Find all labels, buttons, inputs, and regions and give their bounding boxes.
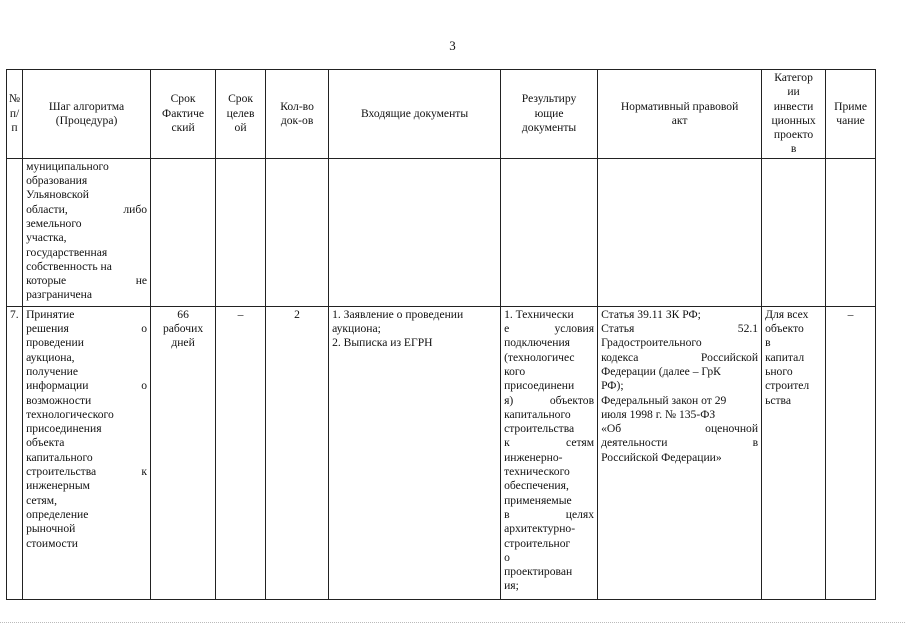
table-row (7, 158, 876, 306)
cell-line: Федерации (далее – ГрК (601, 364, 721, 378)
cell-line: Федеральный закон от 29 (601, 393, 727, 407)
cell-line: рыночной (26, 522, 76, 536)
row2-target-term: – (216, 306, 266, 599)
cell-line: стоимости (26, 536, 78, 550)
row1-legal-act (598, 158, 762, 306)
row1-target-term (216, 158, 266, 306)
cell-line: инженерно- (504, 450, 563, 464)
cell-line: определение (26, 507, 89, 521)
cell-line: кого (504, 364, 526, 378)
scan-edge-line (0, 622, 905, 623)
cell-line: строител (765, 379, 810, 393)
cell-line: получение (26, 364, 79, 378)
cell-line: в (790, 142, 797, 156)
cell-line: Результиру (521, 92, 577, 106)
cell-line: документы (521, 121, 577, 135)
cell-line: Кол-во (280, 99, 314, 113)
cell-line: чание (836, 113, 865, 127)
header-target-term (216, 70, 266, 159)
cell-line: Срок (228, 92, 254, 106)
cell-line: объекто (765, 322, 804, 336)
cell-line: Статья 39.11 ЗК РФ; (601, 307, 701, 321)
cell-line: государственная (26, 245, 108, 259)
cell-line: объекта (26, 436, 65, 450)
cell-line: п/п (9, 106, 20, 135)
cell-line: ия; (504, 579, 519, 593)
algorithm-table (6, 69, 876, 600)
row1-doc-count (266, 158, 329, 306)
cell-line: Ульяновской (26, 188, 89, 202)
cell-line: ский (171, 121, 195, 135)
cell-line: РФ); (601, 379, 624, 393)
cell-line: архитектурно- (504, 522, 576, 536)
cell-line: области, либо (26, 202, 148, 216)
header-doc-count (266, 70, 329, 159)
cell-line: док-ов (280, 113, 314, 127)
row1-note (826, 158, 876, 306)
cell-line: технологического (26, 407, 114, 421)
row1-actual-term (151, 158, 216, 306)
cell-line: подключения (504, 336, 570, 350)
cell-line: решения о (26, 322, 148, 336)
cell-line: ционных (771, 113, 816, 127)
cell-line: Шаг алгоритма (48, 99, 125, 113)
cell-line: капитального (26, 450, 93, 464)
cell-line: целев (226, 106, 255, 120)
row2-doc-count: 2 (266, 306, 329, 599)
cell-line: Градостроительного (601, 336, 702, 350)
row1-num (7, 158, 23, 306)
cell-line: е условия (504, 322, 595, 336)
cell-line: Категор (774, 71, 813, 84)
cell-line: кодекса Российской (601, 350, 759, 364)
cell-line: которые не (26, 274, 148, 288)
cell-line: я) объектов (504, 393, 595, 407)
cell-line: 1. Технически (504, 307, 574, 321)
cell-line: акт (671, 113, 688, 127)
cell-line: возможности (26, 393, 92, 407)
cell-line: (Процедура) (55, 113, 118, 127)
cell-line: сетям, (26, 493, 57, 507)
header-row (7, 70, 876, 159)
cell-line: в целях (504, 507, 595, 521)
cell-line: дней (171, 336, 195, 350)
row1-category (762, 158, 826, 306)
cell-line: Приме (834, 99, 867, 113)
cell-line: строительства к (26, 465, 148, 479)
cell-line: 66 (177, 307, 189, 321)
cell-line: присоединени (504, 379, 575, 393)
cell-line: Фактиче (162, 106, 205, 120)
row2-num: 7. (7, 306, 23, 599)
header-result-docs (501, 70, 598, 159)
header-step (23, 70, 151, 159)
cell-line: капитал (765, 350, 805, 364)
cell-line: участка, (26, 231, 67, 245)
row2-step (23, 306, 151, 599)
row2-incoming-docs (329, 306, 501, 599)
cell-line: инвести (773, 99, 814, 113)
cell-line: июля 1998 г. № 135-ФЗ (601, 407, 716, 421)
cell-line: образования (26, 174, 88, 188)
cell-line: Принятие (26, 307, 75, 321)
header-legal-act (598, 70, 762, 159)
row1-incoming-docs (329, 158, 501, 306)
cell-line: технического (504, 465, 570, 479)
cell-line: деятельности в (601, 436, 759, 450)
cell-line: Статья 52.1 (601, 322, 759, 336)
cell-line: № (9, 92, 21, 106)
cell-line: ой (234, 121, 247, 135)
cell-line: разграничена (26, 288, 93, 302)
cell-line: Нормативный правовой (620, 99, 739, 113)
cell-line: Срок (170, 92, 196, 106)
row2-legal-act (598, 306, 762, 599)
cell-line: Входящие документы (360, 106, 469, 120)
header-category (762, 70, 826, 159)
cell-line: проектирован (504, 565, 573, 579)
cell-line: ющие (534, 106, 564, 120)
row1-step (23, 158, 151, 306)
header-incoming-docs (329, 70, 501, 159)
row2-result-docs (501, 306, 598, 599)
cell-line: (технологичес (504, 350, 575, 364)
cell-line: рабочих (162, 322, 204, 336)
cell-line: проекто (773, 128, 814, 142)
cell-line: информации о (26, 379, 148, 393)
cell-line: муниципального (26, 159, 109, 173)
page-number: 3 (449, 38, 456, 53)
cell-line: о (504, 550, 510, 564)
cell-line: собственность на (26, 259, 112, 273)
cell-line: капитального (504, 407, 571, 421)
cell-line: в (765, 336, 771, 350)
row1-result-docs (501, 158, 598, 306)
row2-note: – (826, 306, 876, 599)
cell-line: применяемые (504, 493, 572, 507)
cell-line: аукциона, (26, 350, 75, 364)
cell-line: ьного (765, 364, 793, 378)
cell-line: проведении (26, 336, 84, 350)
cell-line: 1. Заявление о проведении аукциона; (332, 307, 464, 336)
cell-line: Российской Федерации» (601, 450, 722, 464)
cell-line: «Об оценочной (601, 422, 759, 436)
cell-line: ии (787, 85, 800, 99)
header-note (826, 70, 876, 159)
cell-line: строительног (504, 536, 571, 550)
header-num (7, 70, 23, 159)
cell-line: ьства (765, 393, 792, 407)
cell-line: к сетям (504, 436, 595, 450)
cell-line: инженерным (26, 479, 90, 493)
cell-line: 2. Выписка из ЕГРН (332, 336, 433, 350)
row2-actual-term (151, 306, 216, 599)
header-actual-term (151, 70, 216, 159)
cell-line: Для всех (765, 307, 809, 321)
cell-line: присоединения (26, 422, 102, 436)
row2-category (762, 306, 826, 599)
cell-line: строительства (504, 422, 575, 436)
cell-line: земельного (26, 216, 82, 230)
table-row (7, 306, 876, 599)
cell-line: обеспечения, (504, 479, 569, 493)
